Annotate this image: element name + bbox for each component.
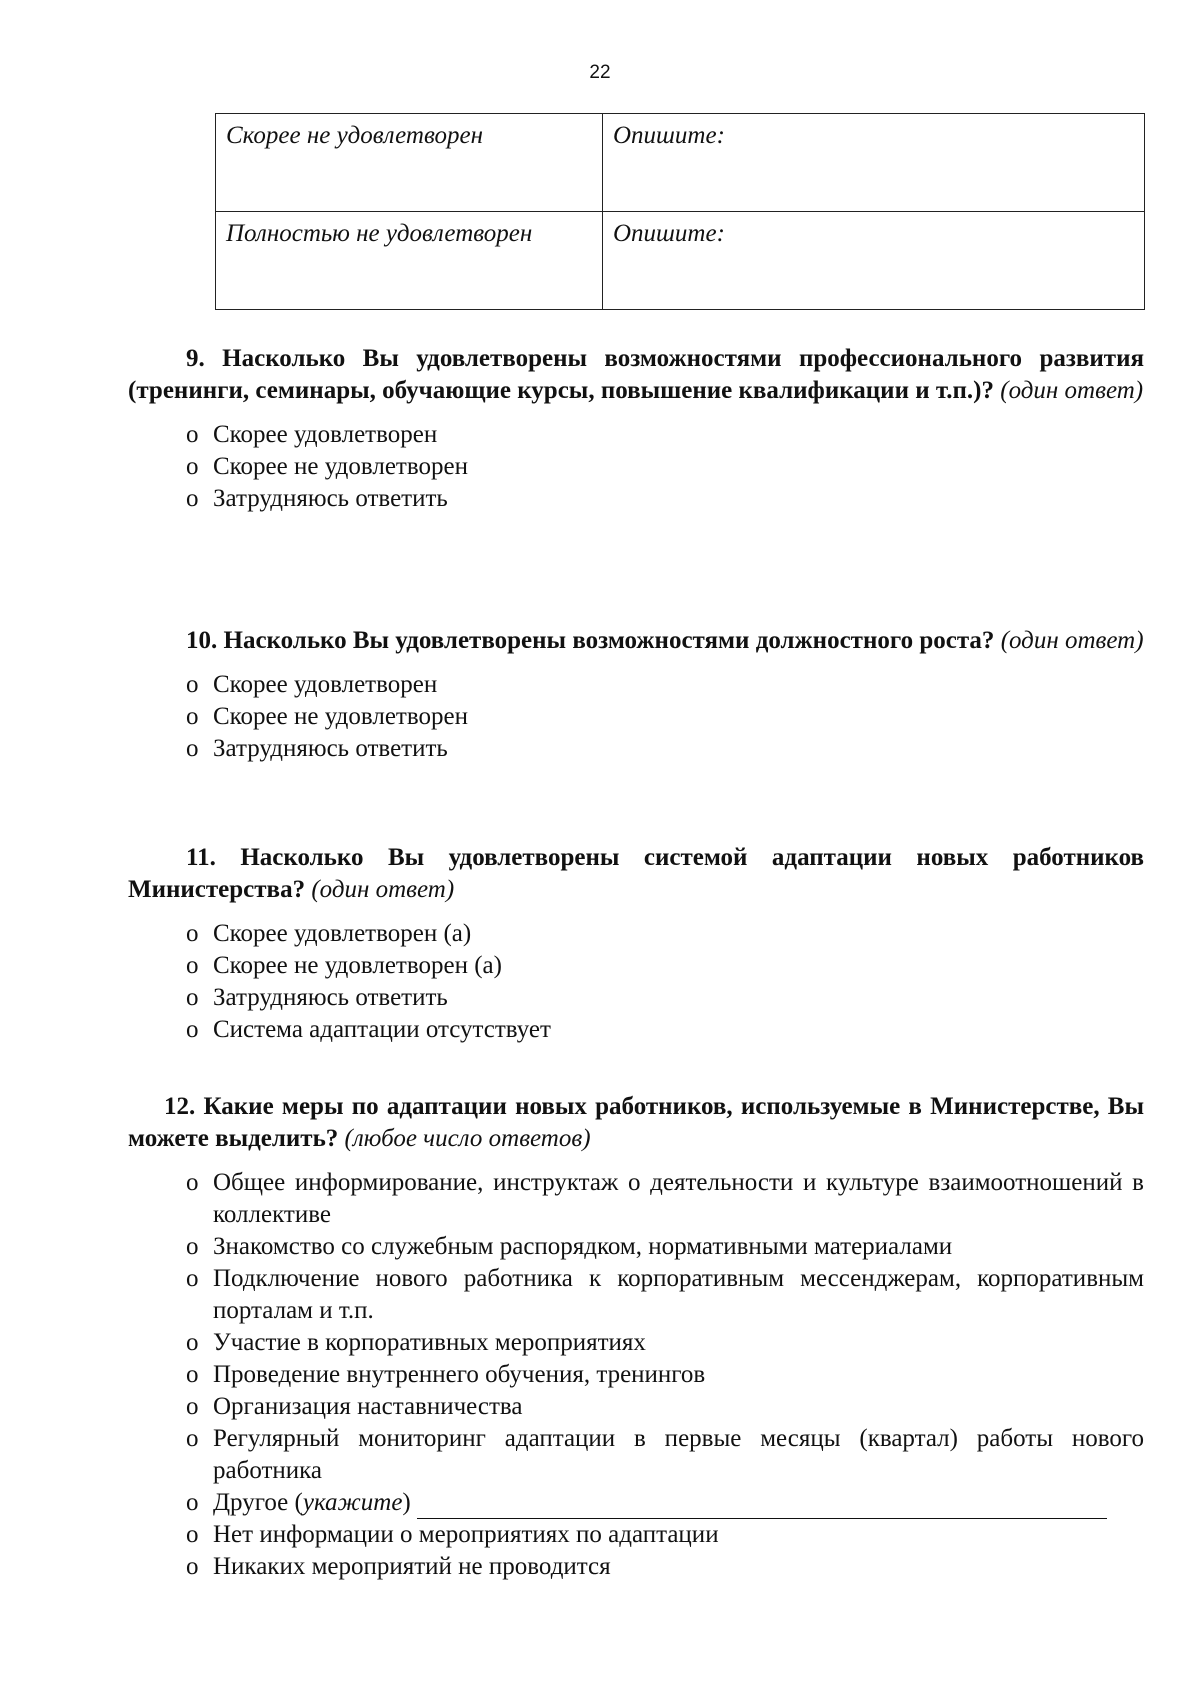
question-body: Насколько Вы удовлетворены возможностями профессионального развития (тренинги, семинары, обучающие курсы, повышение квалификации и т.п.)?: [128, 345, 1145, 404]
list-item[interactable]: o Подключение нового работника к корпоративным мессенджерам, корпоративным порталам и т.п.: [186, 1265, 1144, 1324]
radio-bullet-icon: o: [186, 984, 199, 1011]
list-item[interactable]: o Знакомство со служебным распорядком, нормативными материалами: [128, 1231, 1144, 1263]
radio-bullet-icon: o: [186, 735, 199, 762]
checkbox-bullet-icon: o: [186, 1553, 199, 1580]
checkbox-bullet-icon: o: [186, 1521, 199, 1548]
question-body: Насколько Вы удовлетворены возможностями должностного роста?: [223, 627, 995, 654]
question-number: 10.: [186, 627, 218, 654]
checkbox-bullet-icon: o: [186, 1489, 199, 1516]
list-item[interactable]: o Скорее не удовлетворен: [128, 451, 1144, 483]
list-item[interactable]: o Скорее удовлетворен (а): [128, 918, 1144, 950]
radio-bullet-icon: o: [186, 920, 199, 947]
question-note: (один ответ): [1000, 377, 1144, 404]
radio-bullet-icon: o: [186, 453, 199, 480]
checkbox-bullet-icon: o: [186, 1393, 199, 1420]
checkbox-bullet-icon: o: [186, 1169, 199, 1196]
list-item[interactable]: o Скорее удовлетворен: [128, 419, 1144, 451]
checkbox-bullet-icon: o: [186, 1265, 199, 1292]
question-text: [128, 625, 1144, 657]
table-cell-level: Скорее не удовлетворен: [216, 114, 603, 212]
list-item[interactable]: o Скорее не удовлетворен: [128, 701, 1144, 733]
radio-bullet-icon: o: [186, 421, 199, 448]
question-note: (один ответ): [311, 876, 455, 903]
list-item[interactable]: o Нет информации о мероприятиях по адаптации: [128, 1519, 1144, 1551]
table-row: [216, 114, 1145, 212]
question-note: (один ответ): [1000, 627, 1144, 654]
list-item[interactable]: o Участие в корпоративных мероприятиях: [128, 1327, 1144, 1359]
table-cell-describe: Опишите:: [603, 212, 1145, 310]
list-item[interactable]: o Общее информирование, инструктаж о деятельности и культуре взаимоотношений в коллективе: [186, 1169, 1144, 1228]
question-number: 9.: [186, 345, 205, 372]
checkbox-bullet-icon: o: [186, 1233, 199, 1260]
page-number: 22: [589, 62, 611, 83]
question-9: [128, 343, 1144, 515]
checkbox-bullet-icon: o: [186, 1425, 199, 1452]
list-item[interactable]: o Скорее удовлетворен: [128, 669, 1144, 701]
option-list: [128, 918, 1144, 1046]
list-item[interactable]: o Скорее не удовлетворен (а): [128, 950, 1144, 982]
question-text: [128, 343, 1144, 407]
question-10: [128, 625, 1144, 765]
list-item[interactable]: o Регулярный мониторинг адаптации в первые месяцы (квартал) работы нового работника: [186, 1425, 1144, 1484]
list-item[interactable]: o Организация наставничества: [128, 1391, 1144, 1423]
satisfaction-table: [215, 113, 1145, 310]
question-text: [128, 1091, 1144, 1155]
radio-bullet-icon: o: [186, 1016, 199, 1043]
other-answer-line[interactable]: [417, 1496, 1107, 1519]
list-item[interactable]: o Затрудняюсь ответить: [128, 982, 1144, 1014]
table-cell-level: Полностью не удовлетворен: [216, 212, 603, 310]
list-item[interactable]: o Проведение внутреннего обучения, тренингов: [128, 1359, 1144, 1391]
question-12: [128, 1091, 1144, 1583]
table-cell-describe: Опишите:: [603, 114, 1145, 212]
radio-bullet-icon: o: [186, 703, 199, 730]
radio-bullet-icon: o: [186, 952, 199, 979]
question-11: [128, 842, 1144, 1046]
list-item[interactable]: o Затрудняюсь ответить: [128, 733, 1144, 765]
table-row: [216, 212, 1145, 310]
other-suffix: ): [402, 1489, 411, 1516]
radio-bullet-icon: o: [186, 671, 199, 698]
list-item[interactable]: o Никаких мероприятий не проводится: [128, 1551, 1144, 1583]
list-item[interactable]: o Система адаптации отсутствует: [128, 1014, 1144, 1046]
question-body: Насколько Вы удовлетворены системой адаптации новых работников Министерства?: [128, 844, 1145, 903]
list-item[interactable]: o Затрудняюсь ответить: [128, 483, 1144, 515]
question-note: (любое число ответов): [344, 1125, 591, 1152]
option-list: [128, 669, 1144, 765]
question-number: 12.: [164, 1093, 196, 1120]
option-list: [128, 419, 1144, 515]
other-prefix: Другое (: [213, 1489, 303, 1516]
other-italic: укажите: [302, 1489, 403, 1516]
question-number: 11.: [186, 844, 216, 871]
checkbox-bullet-icon: o: [186, 1329, 199, 1356]
list-item-other[interactable]: [128, 1487, 1144, 1519]
checkbox-bullet-icon: o: [186, 1361, 199, 1388]
question-body: Какие меры по адаптации новых работников, используемые в Министерстве, Вы можете выделить?: [128, 1093, 1144, 1152]
radio-bullet-icon: o: [186, 485, 199, 512]
question-text: [128, 842, 1144, 906]
option-list: [128, 1167, 1144, 1583]
